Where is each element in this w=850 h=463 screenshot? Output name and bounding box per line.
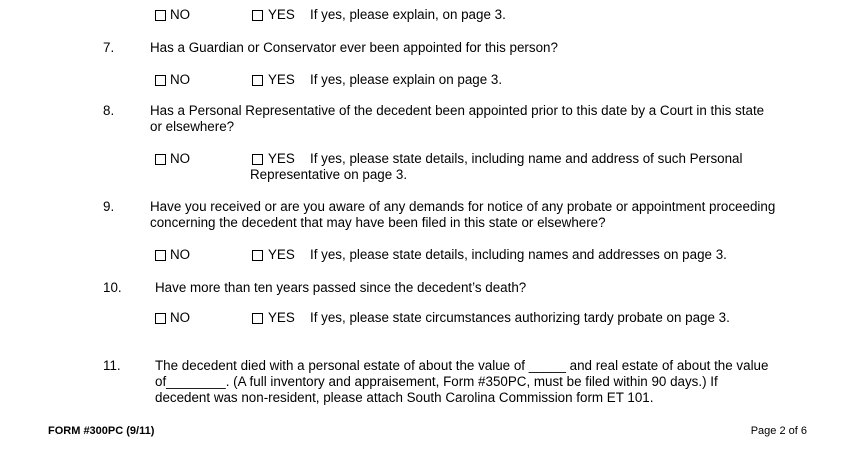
q8-question-line2: or elsewhere?	[150, 119, 235, 134]
q8-yes-detail-line1: If yes, please state details, including name and address of such Personal	[310, 151, 743, 166]
q7-question: Has a Guardian or Conservator ever been appointed for this person?	[150, 40, 558, 55]
q8-number: 8.	[103, 103, 115, 118]
q8-yes-detail-line2: Representative on page 3.	[250, 167, 408, 182]
q8-no-label: NO	[170, 151, 191, 166]
q7-yes-detail: If yes, please explain on page 3.	[310, 72, 503, 87]
q9-number: 9.	[103, 199, 115, 214]
q7-no-checkbox[interactable]	[155, 75, 166, 86]
q7-yes-checkbox[interactable]	[252, 75, 263, 86]
q10-yes-label: YES	[268, 310, 295, 325]
q10-yes-detail: If yes, please state circumstances authorizing tardy probate on page 3.	[310, 310, 730, 325]
q10-yes-checkbox[interactable]	[252, 313, 263, 324]
q7-number: 7.	[103, 40, 115, 55]
q6-yes-checkbox[interactable]	[252, 10, 263, 21]
q11-line2: of________. (A full inventory and appraisement, Form #350PC, must be filed within 90 days.) If	[155, 374, 718, 389]
page-number: Page 2 of 6	[750, 425, 807, 437]
q9-no-label: NO	[170, 247, 191, 262]
q6-no-label: NO	[170, 7, 191, 22]
q11-number: 11.	[103, 358, 121, 373]
q7-yes-label: YES	[268, 72, 295, 87]
q9-yes-detail: If yes, please state details, including names and addresses on page 3.	[310, 247, 727, 262]
q9-no-checkbox[interactable]	[155, 250, 166, 261]
q8-yes-label: YES	[268, 151, 295, 166]
q11-line1: The decedent died with a personal estate of about the value of _____ and real estate of about the value	[155, 358, 769, 373]
q9-question-line1: Have you received or are you aware of any demands for notice of any probate or appointment proceeding	[150, 199, 776, 214]
q11-line3: decedent was non-resident, please attach South Carolina Commission form ET 101.	[155, 390, 654, 405]
q6-yes-label: YES	[268, 7, 295, 22]
q10-question: Have more than ten years passed since the decedent’s death?	[155, 280, 527, 295]
q6-no-checkbox[interactable]	[155, 10, 166, 21]
q7-no-label: NO	[170, 72, 191, 87]
q9-yes-label: YES	[268, 247, 295, 262]
q9-question-line2: concerning the decedent that may have been filed in this state or elsewhere?	[150, 215, 606, 230]
q8-question-line1: Has a Personal Representative of the decedent been appointed prior to this date by a Court in this state	[150, 103, 765, 118]
q10-no-label: NO	[170, 310, 191, 325]
q8-yes-checkbox[interactable]	[252, 154, 263, 165]
form-number: FORM #300PC (9/11)	[48, 425, 155, 437]
q6-yes-detail: If yes, please explain, on page 3.	[310, 7, 506, 22]
q8-no-checkbox[interactable]	[155, 154, 166, 165]
q10-no-checkbox[interactable]	[155, 313, 166, 324]
q10-number: 10.	[103, 280, 122, 295]
q9-yes-checkbox[interactable]	[252, 250, 263, 261]
